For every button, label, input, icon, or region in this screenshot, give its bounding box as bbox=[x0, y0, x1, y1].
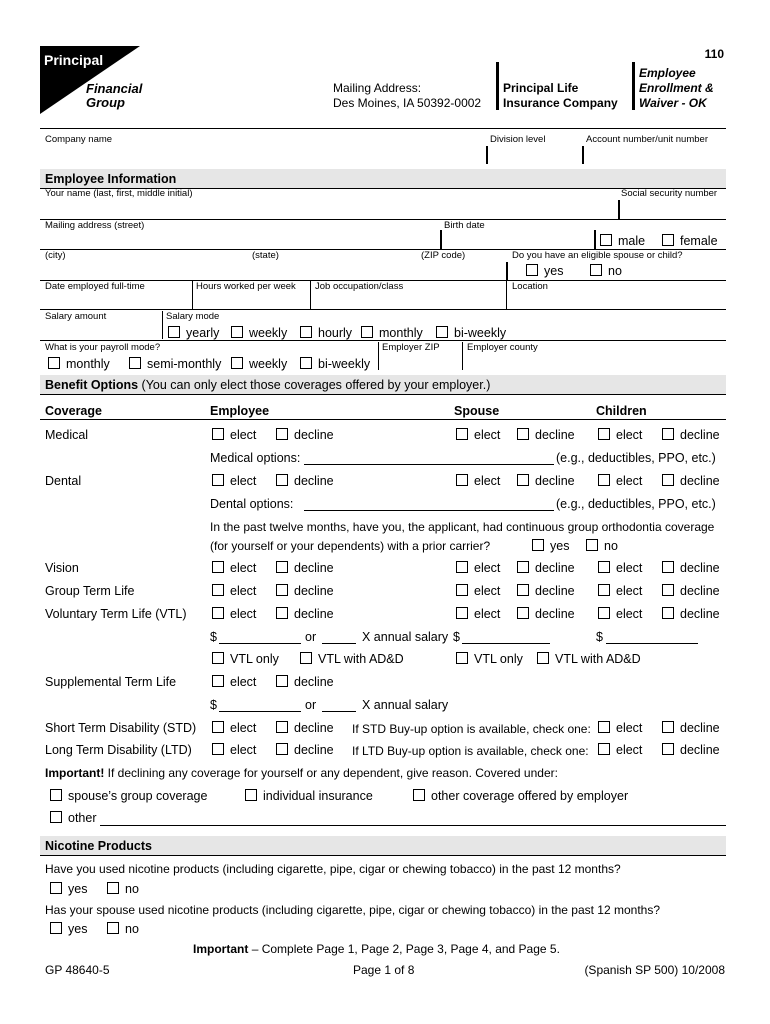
coverage-supplemental: Supplemental Term Life bbox=[45, 675, 177, 689]
checkbox[interactable] bbox=[662, 474, 674, 486]
ltd-buyup-decline[interactable]: decline bbox=[662, 743, 720, 757]
std-elect[interactable]: elect bbox=[212, 721, 256, 735]
nicotine-self-no[interactable]: no bbox=[107, 882, 139, 896]
medical-spouse-elect[interactable]: elect bbox=[456, 428, 500, 442]
zip-label: (ZIP code) bbox=[421, 250, 466, 261]
checkbox[interactable] bbox=[662, 607, 674, 619]
std-buyup-label: If STD Buy-up option is available, check one: bbox=[352, 722, 591, 736]
salary-mode-biweekly[interactable]: bi-weekly bbox=[436, 326, 506, 340]
checkbox[interactable] bbox=[413, 789, 425, 801]
form-code: 110 bbox=[704, 47, 724, 61]
dental-children-elect[interactable]: elect bbox=[598, 474, 642, 488]
checkbox[interactable] bbox=[276, 474, 288, 486]
date-employed-field[interactable] bbox=[40, 293, 190, 308]
ltd-elect[interactable]: elect bbox=[212, 743, 256, 757]
checkbox[interactable] bbox=[50, 882, 62, 894]
checkbox[interactable] bbox=[245, 789, 257, 801]
employer-county-field[interactable] bbox=[464, 354, 726, 369]
vtl-spouse-amount-field[interactable] bbox=[462, 643, 550, 644]
checkbox[interactable] bbox=[598, 607, 610, 619]
vision-children-decline[interactable]: decline bbox=[662, 561, 720, 575]
vtl-employee-adnd[interactable]: VTL with AD&D bbox=[300, 652, 404, 666]
ltd-buyup-elect[interactable]: elect bbox=[598, 743, 642, 757]
ortho-no[interactable]: no bbox=[586, 539, 618, 553]
checkbox[interactable] bbox=[50, 811, 62, 823]
checkbox[interactable] bbox=[456, 584, 468, 596]
gtl-employee-decline[interactable]: decline bbox=[276, 584, 334, 598]
vtl-spouse-decline[interactable]: decline bbox=[517, 607, 575, 621]
logo-financial: Financial bbox=[86, 81, 143, 96]
checkbox[interactable] bbox=[662, 721, 674, 733]
checkbox[interactable] bbox=[300, 652, 312, 664]
medical-options-label: Medical options: bbox=[210, 451, 301, 465]
checkbox[interactable] bbox=[456, 428, 468, 440]
company-name-field[interactable] bbox=[40, 146, 486, 164]
checkbox[interactable] bbox=[212, 584, 224, 596]
spouse-no-checkbox[interactable] bbox=[590, 264, 602, 276]
date-employed-label: Date employed full-time bbox=[45, 281, 145, 292]
checkbox[interactable] bbox=[107, 882, 119, 894]
supp-x-annual-salary: X annual salary bbox=[362, 698, 449, 712]
dental-spouse-elect[interactable]: elect bbox=[456, 474, 500, 488]
checkbox[interactable] bbox=[276, 607, 288, 619]
coverage-group-term-life: Group Term Life bbox=[45, 584, 135, 598]
account-number-label: Account number/unit number bbox=[586, 134, 708, 145]
dental-options-field[interactable] bbox=[304, 510, 554, 511]
salary-mode-weekly[interactable]: weekly bbox=[231, 326, 287, 340]
female-checkbox[interactable] bbox=[662, 234, 674, 246]
checkbox[interactable] bbox=[50, 789, 62, 801]
checkbox[interactable] bbox=[107, 922, 119, 934]
spouse-no-option[interactable]: no bbox=[590, 264, 622, 278]
checkbox[interactable] bbox=[212, 675, 224, 687]
std-decline[interactable]: decline bbox=[276, 721, 334, 735]
employer-zip-field[interactable] bbox=[380, 354, 460, 369]
name-label: Your name (last, first, middle initial) bbox=[45, 188, 193, 199]
checkbox[interactable] bbox=[586, 539, 598, 551]
division-level-label: Division level bbox=[490, 134, 546, 145]
payroll-biweekly[interactable]: bi-weekly bbox=[300, 357, 370, 371]
checkbox[interactable] bbox=[517, 561, 529, 573]
checkbox[interactable] bbox=[212, 607, 224, 619]
vtl-children-elect[interactable]: elect bbox=[598, 607, 642, 621]
checkbox[interactable] bbox=[276, 721, 288, 733]
nicotine-spouse-question: Has your spouse used nicotine products (including cigarette, pipe, cigar or chewing tobacco) in the past 12 months? bbox=[45, 903, 661, 917]
checkbox[interactable] bbox=[598, 561, 610, 573]
state-label: (state) bbox=[252, 250, 279, 261]
checkbox[interactable] bbox=[598, 584, 610, 596]
checkbox[interactable] bbox=[456, 607, 468, 619]
salary-amount-label: Salary amount bbox=[45, 311, 107, 322]
payroll-mode-label: What is your payroll mode? bbox=[45, 342, 161, 353]
checkbox[interactable] bbox=[598, 743, 610, 755]
checkbox[interactable] bbox=[276, 584, 288, 596]
col-coverage: Coverage bbox=[45, 404, 102, 418]
decline-important: Important! If declining any coverage for yourself or any dependent, give reason. Covered under: bbox=[45, 766, 558, 780]
payroll-weekly-checkbox[interactable] bbox=[231, 357, 243, 369]
biweekly-checkbox[interactable] bbox=[436, 326, 448, 338]
gtl-children-elect[interactable]: elect bbox=[598, 584, 642, 598]
checkbox[interactable] bbox=[276, 743, 288, 755]
ortho-question-1: In the past twelve months, have you, the applicant, had continuous group orthodontia coverage bbox=[210, 520, 715, 534]
nicotine-header: Nicotine Products bbox=[40, 836, 726, 856]
birth-date-label: Birth date bbox=[444, 220, 485, 231]
checkbox[interactable] bbox=[456, 652, 468, 664]
salary-amount-field[interactable] bbox=[40, 323, 160, 338]
checkbox[interactable] bbox=[662, 561, 674, 573]
supp-employee-elect[interactable]: elect bbox=[212, 675, 256, 689]
vtl-employee-only[interactable]: VTL only bbox=[212, 652, 279, 666]
ssn-label: Social security number bbox=[621, 188, 718, 199]
hours-worked-label: Hours worked per week bbox=[196, 281, 296, 292]
checkbox[interactable] bbox=[276, 675, 288, 687]
reason-spouse-coverage[interactable]: spouse’s group coverage bbox=[50, 789, 207, 803]
dental-spouse-decline[interactable]: decline bbox=[517, 474, 575, 488]
dental-employee-elect[interactable]: elect bbox=[212, 474, 256, 488]
vision-spouse-decline[interactable]: decline bbox=[517, 561, 575, 575]
checkbox[interactable] bbox=[212, 561, 224, 573]
checkbox[interactable] bbox=[50, 922, 62, 934]
checkbox[interactable] bbox=[212, 428, 224, 440]
checkbox[interactable] bbox=[662, 743, 674, 755]
vtl-employee-decline[interactable]: decline bbox=[276, 607, 334, 621]
checkbox[interactable] bbox=[212, 474, 224, 486]
employer-county-label: Employer county bbox=[467, 342, 538, 353]
location-field[interactable] bbox=[508, 293, 726, 308]
nicotine-spouse-yes[interactable]: yes bbox=[50, 922, 87, 936]
vtl-children-decline[interactable]: decline bbox=[662, 607, 720, 621]
monthly-checkbox[interactable] bbox=[361, 326, 373, 338]
vision-children-elect[interactable]: elect bbox=[598, 561, 642, 575]
ortho-question-2: (for yourself or your dependents) with a prior carrier? bbox=[210, 539, 491, 553]
supp-multiple-field[interactable] bbox=[322, 711, 356, 712]
spanish-form-ref: (Spanish SP 500) 10/2008 bbox=[584, 963, 725, 977]
company-line2: Insurance Company bbox=[503, 96, 618, 110]
checkbox[interactable] bbox=[517, 474, 529, 486]
reason-other-employer[interactable]: other coverage offered by employer bbox=[413, 789, 628, 803]
weekly-checkbox[interactable] bbox=[231, 326, 243, 338]
page-number: Page 1 of 8 bbox=[353, 963, 415, 977]
spouse-question: Do you have an eligible spouse or child? bbox=[512, 250, 683, 261]
coverage-vtl: Voluntary Term Life (VTL) bbox=[45, 607, 187, 621]
salary-mode-label: Salary mode bbox=[166, 311, 220, 322]
checkbox[interactable] bbox=[517, 428, 529, 440]
salary-mode-monthly[interactable]: monthly bbox=[361, 326, 423, 340]
company-name-label: Company name bbox=[45, 134, 113, 145]
city-label: (city) bbox=[45, 250, 66, 261]
mailing-city: Des Moines, IA 50392-0002 bbox=[333, 96, 482, 110]
form-title-1: Employee bbox=[639, 66, 696, 80]
vtl-x-annual-salary: X annual salary bbox=[362, 630, 449, 644]
coverage-medical: Medical bbox=[45, 428, 89, 442]
form-title-3: Waiver - OK bbox=[639, 96, 707, 110]
vtl-employee-dollar: $ bbox=[210, 630, 217, 644]
medical-options-field[interactable] bbox=[304, 464, 554, 465]
medical-eg-note: (e.g., deductibles, PPO, etc.) bbox=[556, 451, 716, 465]
employer-zip-label: Employer ZIP bbox=[382, 342, 440, 353]
checkbox[interactable] bbox=[598, 474, 610, 486]
form-number: GP 48640-5 bbox=[45, 963, 110, 977]
checkbox[interactable] bbox=[537, 652, 549, 664]
salary-mode-yearly[interactable]: yearly bbox=[168, 326, 219, 340]
checkbox[interactable] bbox=[517, 584, 529, 596]
checkbox[interactable] bbox=[276, 428, 288, 440]
division-level-field[interactable] bbox=[488, 146, 582, 164]
checkbox[interactable] bbox=[456, 474, 468, 486]
supp-dollar: $ bbox=[210, 698, 217, 712]
vtl-employee-elect[interactable]: elect bbox=[212, 607, 256, 621]
yearly-checkbox[interactable] bbox=[168, 326, 180, 338]
checkbox[interactable] bbox=[598, 721, 610, 733]
name-field[interactable] bbox=[40, 200, 616, 218]
payroll-weekly[interactable]: weekly bbox=[231, 357, 287, 371]
vtl-employee-or: or bbox=[305, 630, 317, 644]
reason-other[interactable]: other bbox=[50, 811, 97, 825]
gtl-children-decline[interactable]: decline bbox=[662, 584, 720, 598]
std-buyup-elect[interactable]: elect bbox=[598, 721, 642, 735]
payroll-semimonthly-checkbox[interactable] bbox=[129, 357, 141, 369]
checkbox[interactable] bbox=[212, 743, 224, 755]
col-employee: Employee bbox=[210, 404, 270, 418]
form-title-2: Enrollment & bbox=[639, 81, 714, 95]
company-line1: Principal Life bbox=[503, 81, 579, 95]
gtl-spouse-elect[interactable]: elect bbox=[456, 584, 500, 598]
coverage-std: Short Term Disability (STD) bbox=[45, 721, 197, 735]
vtl-spouse-dollar: $ bbox=[453, 630, 460, 644]
supp-amount-field[interactable] bbox=[219, 711, 301, 712]
job-occupation-field[interactable] bbox=[312, 293, 504, 308]
checkbox[interactable] bbox=[456, 561, 468, 573]
benefit-options-header: Benefit Options (You can only elect those coverages offered by your employer.) bbox=[40, 375, 726, 395]
logo-group: Group bbox=[86, 95, 125, 110]
birth-date-field[interactable] bbox=[442, 232, 592, 248]
gtl-employee-elect[interactable]: elect bbox=[212, 584, 256, 598]
dental-children-decline[interactable]: decline bbox=[662, 474, 720, 488]
city-field[interactable] bbox=[40, 262, 506, 278]
checkbox[interactable] bbox=[532, 539, 544, 551]
coverage-ltd: Long Term Disability (LTD) bbox=[45, 743, 192, 757]
hourly-checkbox[interactable] bbox=[300, 326, 312, 338]
female-option[interactable]: female bbox=[662, 234, 718, 248]
vtl-spouse-elect[interactable]: elect bbox=[456, 607, 500, 621]
nicotine-self-yes[interactable]: yes bbox=[50, 882, 87, 896]
spouse-yes-checkbox[interactable] bbox=[526, 264, 538, 276]
payroll-monthly-checkbox[interactable] bbox=[48, 357, 60, 369]
vtl-employee-amount-field[interactable] bbox=[219, 643, 301, 644]
medical-employee-elect[interactable]: elect bbox=[212, 428, 256, 442]
coverage-vision: Vision bbox=[45, 561, 79, 575]
vtl-employee-multiple-field[interactable] bbox=[322, 643, 356, 644]
checkbox[interactable] bbox=[662, 428, 674, 440]
reason-individual-insurance[interactable]: individual insurance bbox=[245, 789, 373, 803]
vtl-spouse-adnd[interactable]: VTL with AD&D bbox=[537, 652, 641, 666]
hours-worked-field[interactable] bbox=[194, 293, 308, 308]
footer-important: Important – Complete Page 1, Page 2, Page 3, Page 4, and Page 5. bbox=[193, 942, 560, 956]
spouse-yes-option[interactable]: yes bbox=[526, 264, 563, 278]
checkbox[interactable] bbox=[212, 652, 224, 664]
ltd-buyup-label: If LTD Buy-up option is available, check one: bbox=[352, 744, 589, 758]
medical-children-decline[interactable]: decline bbox=[662, 428, 720, 442]
payroll-biweekly-checkbox[interactable] bbox=[300, 357, 312, 369]
col-spouse: Spouse bbox=[454, 404, 500, 418]
checkbox[interactable] bbox=[276, 561, 288, 573]
dental-options-label: Dental options: bbox=[210, 497, 294, 511]
ltd-decline[interactable]: decline bbox=[276, 743, 334, 757]
vtl-spouse-only[interactable]: VTL only bbox=[456, 652, 523, 666]
nicotine-self-question: Have you used nicotine products (including cigarette, pipe, cigar or chewing tobacco) in the past 12 months? bbox=[45, 862, 621, 876]
male-checkbox[interactable] bbox=[600, 234, 612, 246]
payroll-semimonthly[interactable]: semi-monthly bbox=[129, 357, 221, 371]
coverage-dental: Dental bbox=[45, 474, 82, 488]
male-option[interactable]: male bbox=[600, 234, 645, 248]
salary-mode-hourly[interactable]: hourly bbox=[300, 326, 352, 340]
payroll-monthly[interactable]: monthly bbox=[48, 357, 110, 371]
gtl-spouse-decline[interactable]: decline bbox=[517, 584, 575, 598]
logo-principal: Principal bbox=[44, 52, 104, 68]
dental-eg-note: (e.g., deductibles, PPO, etc.) bbox=[556, 497, 716, 511]
street-label: Mailing address (street) bbox=[45, 220, 145, 231]
reason-other-field[interactable] bbox=[100, 825, 726, 826]
medical-children-elect[interactable]: elect bbox=[598, 428, 642, 442]
vtl-children-amount-field[interactable] bbox=[606, 643, 698, 644]
ortho-yes[interactable]: yes bbox=[532, 539, 569, 553]
std-buyup-decline[interactable]: decline bbox=[662, 721, 720, 735]
mailing-label: Mailing Address: bbox=[333, 81, 422, 95]
dental-employee-decline[interactable]: decline bbox=[276, 474, 334, 488]
vision-spouse-elect[interactable]: elect bbox=[456, 561, 500, 575]
employee-info-header: Employee Information bbox=[40, 169, 726, 189]
location-label: Location bbox=[512, 281, 548, 292]
street-field[interactable] bbox=[40, 232, 440, 248]
vtl-children-dollar: $ bbox=[596, 630, 603, 644]
medical-spouse-decline[interactable]: decline bbox=[517, 428, 575, 442]
checkbox[interactable] bbox=[212, 721, 224, 733]
checkbox[interactable] bbox=[662, 584, 674, 596]
supp-or: or bbox=[305, 698, 317, 712]
medical-employee-decline[interactable]: decline bbox=[276, 428, 334, 442]
nicotine-spouse-no[interactable]: no bbox=[107, 922, 139, 936]
job-occupation-label: Job occupation/class bbox=[315, 281, 404, 292]
checkbox[interactable] bbox=[598, 428, 610, 440]
vision-employee-elect[interactable]: elect bbox=[212, 561, 256, 575]
col-children: Children bbox=[596, 404, 647, 418]
account-number-field[interactable] bbox=[584, 146, 726, 164]
checkbox[interactable] bbox=[517, 607, 529, 619]
vision-employee-decline[interactable]: decline bbox=[276, 561, 334, 575]
ssn-field[interactable] bbox=[620, 200, 726, 218]
supp-employee-decline[interactable]: decline bbox=[276, 675, 334, 689]
